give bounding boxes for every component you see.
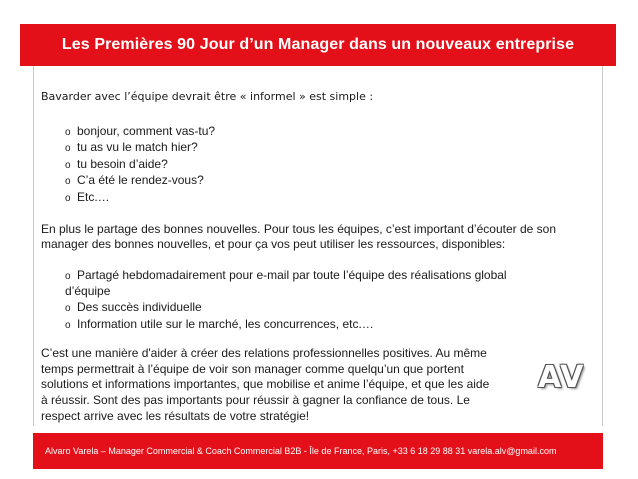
small-talk-list [41,124,581,207]
list-item: o bonjour, comment vas-tu? [65,124,581,141]
page-title: Les Premières 90 Jour d’un Manager dans un nouveaux entreprise [61,36,575,53]
av-logo: AV [538,360,585,395]
bullet-icon: o [65,270,71,282]
list-item: o tu as vu le match hier? [65,140,581,157]
bullet-icon: o [65,143,71,155]
bullet-icon: o [65,126,71,138]
footer-text: Alvaro Varela – Manager Commercial & Coach Commercial B2B - Île de France, Paris, +33 6 18 29 88 31 varela.alv@gmail.com [45,446,557,456]
bullet-icon: o [65,159,71,171]
resources-list [41,268,581,333]
list-item: o Partagé hebdomadairement pour e-mail par toute l’équipe des réalisations global d’équipe [65,267,507,299]
bullet-icon: o [65,192,71,204]
intro-text: Bavarder avec l’équipe devrait être « informel » est simple : [41,90,374,103]
bullet-icon: o [65,302,71,314]
slide-body [41,89,581,424]
news-paragraph: En plus le partage des bonnes nouvelles. Pour tous les équipes, c’est important d’écouter de son manager des bonnes nouvelles, et pour ça vos peut utiliser les ressources, disponibles: [41,221,556,252]
list-item: o Etc.… [65,190,581,207]
title-banner [20,24,616,66]
conclusion-paragraph: C’est une manière d'aider à créer des relations professionnelles positives. Au même temps permettrait à l’équipe de voir son manager comme quelqu’un que portent solutions et informations importantes, que mobilise et anime l’équipe, et que les aide à réussir. Sont des pas importants pour réussir à gagner la confiance de tous. Le respect arrive avec les résultats de votre stratégie! [41,346,490,423]
footer-bar [33,433,603,469]
list-item: o tu besoin d’aide? [65,157,581,174]
list-item: o C’a été le rendez-vous? [65,173,581,190]
bullet-icon: o [65,176,71,188]
list-item: o Information utile sur le marché, les concurrences, etc.… [65,317,541,334]
bullet-icon: o [65,319,71,331]
list-item: o Des succès individuelle [65,300,541,317]
